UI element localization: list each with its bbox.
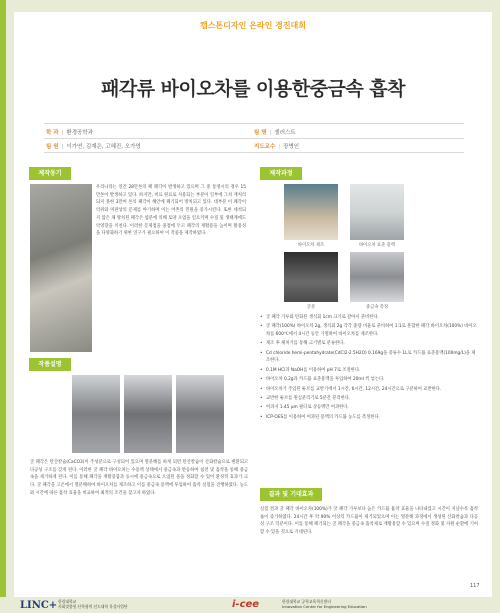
section-process: 제작과정 bbox=[260, 167, 302, 180]
process-steps bbox=[260, 314, 478, 423]
advisor-label: 지도교수 bbox=[254, 144, 276, 150]
divider bbox=[44, 152, 464, 153]
process-step: • 바이오차 0.2g과 카드뮴 표준용액을 투입하여 20ml 씩 넣는다. bbox=[260, 376, 478, 384]
measurement-photo bbox=[350, 252, 404, 302]
process-step: • Cd chloride hemi-pentahydrate(CdCl2·2.5H2O) 0.169g을 증류수 1L로 카드뮴 표준용액(100mg/L)을 제조한다. bbox=[260, 350, 478, 365]
section-motivation: 제작동기 bbox=[29, 167, 71, 180]
divider bbox=[44, 138, 464, 139]
section-result: 결과 및 기대효과 bbox=[260, 488, 322, 501]
biochar-solution-photo bbox=[350, 184, 404, 240]
caption-4: 중금속 측정 bbox=[365, 305, 389, 310]
linc-logo: LINC+ bbox=[20, 600, 58, 611]
team-label: 팀 원 bbox=[46, 144, 59, 150]
linc-org-line-1: 한림대학교 bbox=[58, 599, 77, 604]
dept-value: 환경공학과 bbox=[66, 130, 93, 136]
result-text: 실험 결과 굴 패각 바이오차(100%)가 굴 패각 가루보다 높은 카드뮴 흡착 효율을 나타내었고 시간이 지날수록 흡착률이 증가하였다. 24시간 후 약 90% 이상의 카드뮴이 제거되었으며 이는 열분해 과정에서 생성된 산화칼슘과 다공성 구조 덕분이다. 이를 통해 폐기되는 굴 패각을 중금속 흡착제로 재활용할 수 있으며 수질 정화 및 자원 순환에 기여할 수 있을 것으로 기대된다. bbox=[260, 507, 478, 536]
event-title: 캡스톤디자인 온라인 경진대회 bbox=[199, 21, 307, 30]
left-accent-bar bbox=[0, 0, 6, 613]
advisor-info: 지도교수 | 장병인 bbox=[254, 144, 300, 150]
icee-org bbox=[282, 599, 367, 609]
process-step: • 제조 후 체치기를 통해 크기별로 분류한다. bbox=[260, 340, 478, 348]
biochar-sample-photo-3 bbox=[176, 375, 224, 453]
teamname-label: 팀 명 bbox=[254, 130, 267, 136]
caption-1: 바이오차 제조 bbox=[297, 243, 325, 248]
biochar-sample-photo-2 bbox=[124, 375, 172, 453]
biochar-production-photo bbox=[284, 184, 338, 240]
dept-label: 학 과 bbox=[46, 130, 59, 136]
dept-info: 학 과 | 환경공학과 bbox=[46, 130, 93, 136]
footer bbox=[0, 583, 500, 613]
poster-card bbox=[14, 12, 492, 597]
process-step: • 굴 패각 가루와 탄화된 생석회 1cm 크기로 갈아서 준비한다. bbox=[260, 314, 478, 322]
poster-title: 패각류 바이오차를 이용한중금속 흡착 bbox=[100, 78, 405, 100]
team-info: 팀 원 | 이가연, 김재은, 고혜진, 오가영 bbox=[46, 144, 141, 150]
powder-photo bbox=[284, 252, 338, 302]
advisor-value: 장병인 bbox=[283, 144, 300, 150]
linc-org-line-2: 사회맞춤형 산학협력 선도대학 육성사업단 bbox=[58, 604, 128, 609]
icee-org-line-2: Innovation Center for Engineering Education bbox=[282, 604, 367, 609]
caption-2: 바이오차 표준 용액 bbox=[359, 243, 395, 248]
process-step: • 교반한 튜브를 원심분리기로 5분간 분리한다. bbox=[260, 395, 478, 403]
divider bbox=[44, 123, 464, 124]
linc-org bbox=[58, 599, 128, 609]
teamname-info: 팀 명 | 셀러스트 bbox=[254, 130, 296, 136]
teamname-value: 셀러스트 bbox=[274, 130, 296, 136]
team-value: 이가연, 김재은, 고혜진, 오가영 bbox=[66, 144, 141, 150]
process-step: • ICP-OES를 이용하여 여과된 용액의 카드뮴 농도를 측정한다. bbox=[260, 414, 478, 422]
process-step: • 굴 패각(100%) 바이오차 2g, 생석회 2g 각각 중량 비율로 준비하여 1:1로 혼합한 패각 바이오차(100%) 바이오차를 600℃에서 4시간 동안 가열하여 바이오차를 제조한다. bbox=[260, 323, 478, 338]
icee-logo: i-cee bbox=[232, 599, 260, 610]
section-work: 작품설명 bbox=[29, 358, 71, 371]
page-number: 117 bbox=[470, 583, 480, 589]
biochar-sample-photo-1 bbox=[72, 375, 120, 453]
motivation-text: 우리나라는 연간 28만톤의 패 폐각이 발생하고 있으며 그 중 통영시의 경우 15만톤이 발생하고 있다. 하지만, 비료 원료로 사용되는 부분이 일부에 그쳐 재처리되지 못한 3만여 톤의 패각이 해안에 폐기되어 방치되고 있다. 대부분 이 폐각이 악취와 미관상의 문제를 야기하며 이는 어촌의 민원을 증가시킨다. 또한 세척되지 않은 채 방치된 패각은 염분에 의해 토양 오염을 일으키며 수질 및 생태계에도 악영향을 끼친다. 이러한 문제점을 중점에 두고 패각의 재활용을 높이며 활용성을 다양화하기 위한 연구가 필요하여 이 작품을 제작하였다. bbox=[96, 185, 246, 237]
oyster-shell-photo bbox=[30, 184, 92, 352]
caption-3: 굴분 bbox=[306, 305, 316, 310]
process-step: • 여과지 1.45 μm 필터로 상등액만 여과한다. bbox=[260, 404, 478, 412]
icee-org-line-1: 한림대학교 공학교육혁신센터 bbox=[282, 599, 331, 604]
process-step: • 바이오차가 주입된 튜브를 교반기에서 1시간, 6시간, 12시간, 24시간으로 구분하여 교반한다. bbox=[260, 386, 478, 394]
work-text: 굴 패각은 탄산칼슘(CaCO3)이 주성분으로 구성되어 있으며 열분해를 하게 되면 탄산칼슘이 산화칼슘으로 변환되고 다공성 구조를 갖게 된다. 이러한 굴 패각 바이오차는 수용액 상태에서 중금속과 반응하여 침전 및 흡착을 통해 중금속을 제거하게 된다. 이를 통해 폐각을 재활용함과 동시에 중금속으로 오염된 물을 정화할 수 있어 환경적 효과가 크다. 굴 패각을 고온에서 열분해하여 바이오차를 제조하고 이를 중금속 용액에 투입하여 흡착 실험을 진행하였다. 농도와 시간에 따른 흡착 효율을 비교하여 최적의 조건을 찾고자 하였다. bbox=[30, 460, 248, 496]
process-step: • 0.1M HCl과 NaOH를 이용하여 pH 7로 조절한다. bbox=[260, 367, 478, 375]
